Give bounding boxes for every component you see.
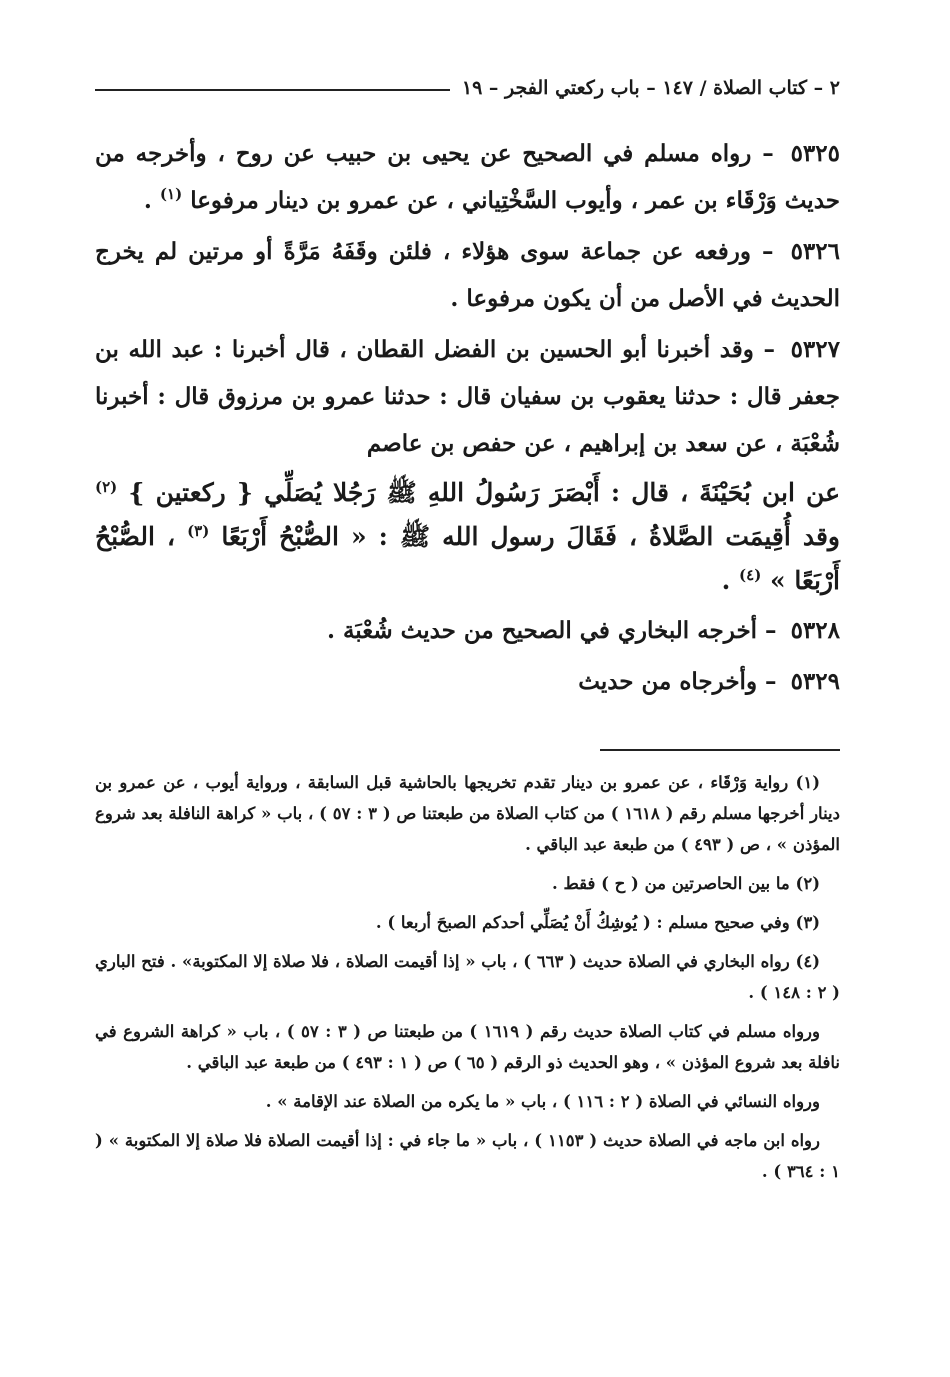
- paragraph-text: – وأخرجاه من حديث: [578, 668, 777, 695]
- paragraph-number: ٥٣٢٧: [790, 336, 840, 363]
- footnote-2: (٢) ما بين الحاصرتين من ( ح ) فقط .: [551, 874, 820, 893]
- hadith-part-2: وقد أُقِيمَت الصَّلاةُ ، فَقَالَ رسول الله ﷺ : « الصُّبْحُ أَرْبَعًا: [221, 522, 840, 551]
- running-title: ٢ – كتاب الصلاة / ١٤٧ – باب ركعتي الفجر – ١٩: [461, 77, 840, 99]
- footnote-4-ibn-majah: رواه ابن ماجه في الصلاة حديث ( ١١٥٣ ) ، باب « ما جاء في : إذا أقيمت الصلاة فلا صلاة إلا المكتوبة » ( ١ : ٣٦٤ ) .: [95, 1131, 840, 1181]
- hadith-end: .: [721, 566, 731, 595]
- hadith-part-1: عن ابن بُحَيْنَةَ ، قال : أَبْصَرَ رَسُولُ اللهِ ﷺ رَجُلا يُصَلِّي { ركعتين }: [128, 478, 840, 507]
- paragraph-5325: [95, 130, 840, 224]
- page: [95, 70, 840, 1195]
- footnote-ref-3[interactable]: (٣): [187, 522, 210, 540]
- footnote-4-nasai: ورواه النسائي في الصلاة ( ٢ : ١١٦ ) ، باب « ما يكره من الصلاة عند الإقامة » .: [265, 1092, 820, 1111]
- footnote-ref-1[interactable]: (١): [159, 185, 183, 203]
- footnotes: [95, 767, 840, 1187]
- footnote-4-muslim: ورواه مسلم في كتاب الصلاة حديث رقم ( ١٦١٩ ) من طبعتنا ص ( ٣ : ٥٧ ) ، باب « كراهة الشروع في نافلة بعد شروع المؤذن » ، وهو الحديث ذو الرقم ( ٦٥ ) ص ( ١ : ٤٩٣ ) من طبعة عبد الباقي .: [95, 1022, 840, 1072]
- paragraph-number: ٥٣٢٦: [790, 238, 840, 265]
- footnote-ref-2[interactable]: (٢): [95, 478, 118, 496]
- main-text: [95, 130, 840, 705]
- footnote-4: (٤) رواه البخاري في الصلاة حديث ( ٦٦٣ ) ، باب « إذا أقيمت الصلاة ، فلا صلاة إلا المكتوبة» . فتح الباري ( ٢ : ١٤٨ ) .: [95, 952, 840, 1002]
- paragraph-text: – ورفعه عن جماعة سوى هؤلاء ، فلئن وقَفَهُ مَرَّةً أو مرتين لم يخرج الحديث في الأصل من أن يكون مرفوعا .: [95, 238, 840, 312]
- paragraph-5328: [95, 607, 840, 654]
- paragraph-end: .: [143, 187, 152, 214]
- running-header: [95, 70, 840, 106]
- paragraph-text: – رواه مسلم في الصحيح عن يحيى بن حبيب عن روح ، وأخرجه من حديث وَرْقَاء بن عمر ، وأيوب السَّخْتِياني ، عن عمرو بن دينار مرفوعا: [95, 140, 840, 214]
- footnote-3: (٣) وفي صحيح مسلم : ( يُوشِكُ أَنْ يُصَلِّي أحدكم الصبحَ أربعا ) .: [375, 913, 820, 932]
- paragraph-number: ٥٣٢٨: [790, 617, 840, 644]
- paragraph-text: – أخرجه البخاري في الصحيح من حديث شُعْبَة .: [326, 617, 777, 644]
- hadith-text: [95, 471, 840, 603]
- paragraph-number: ٥٣٢٩: [790, 668, 840, 695]
- hadith-part-3: ، الصُّبْحُ أَرْبَعًا »: [95, 522, 840, 595]
- footnote-ref-4[interactable]: (٤): [739, 566, 762, 584]
- paragraph-5329: [95, 658, 840, 705]
- header-rule: [95, 89, 450, 91]
- paragraph-5327: [95, 326, 840, 467]
- footnote-separator: [600, 749, 840, 751]
- footnote-1: (١) رواية وَرْقَاء ، عن عمرو بن دينار تقدم تخريجها بالحاشية قبل السابقة ، ورواية أيوب ، عن عمرو بن دينار أخرجها مسلم رقم ( ١٦١٨ ) من كتاب الصلاة من طبعتنا ص ( ٣ : ٥٧ ) ، باب « كراهة النافلة بعد شروع المؤذن » ، ص ( ٤٩٣ ) من طبعة عبد الباقي .: [95, 773, 840, 854]
- paragraph-number: ٥٣٢٥: [790, 140, 840, 167]
- paragraph-5326: [95, 228, 840, 322]
- paragraph-text: – وقد أخبرنا أبو الحسين بن الفضل القطان ، قال أخبرنا : عبد الله بن جعفر قال : حدثنا يعقوب بن سفيان قال : حدثنا عمرو بن مرزوق قال : أخبرنا شُعْبَة ، عن سعد بن إبراهيم ، عن حفص بن عاصم: [95, 336, 840, 457]
